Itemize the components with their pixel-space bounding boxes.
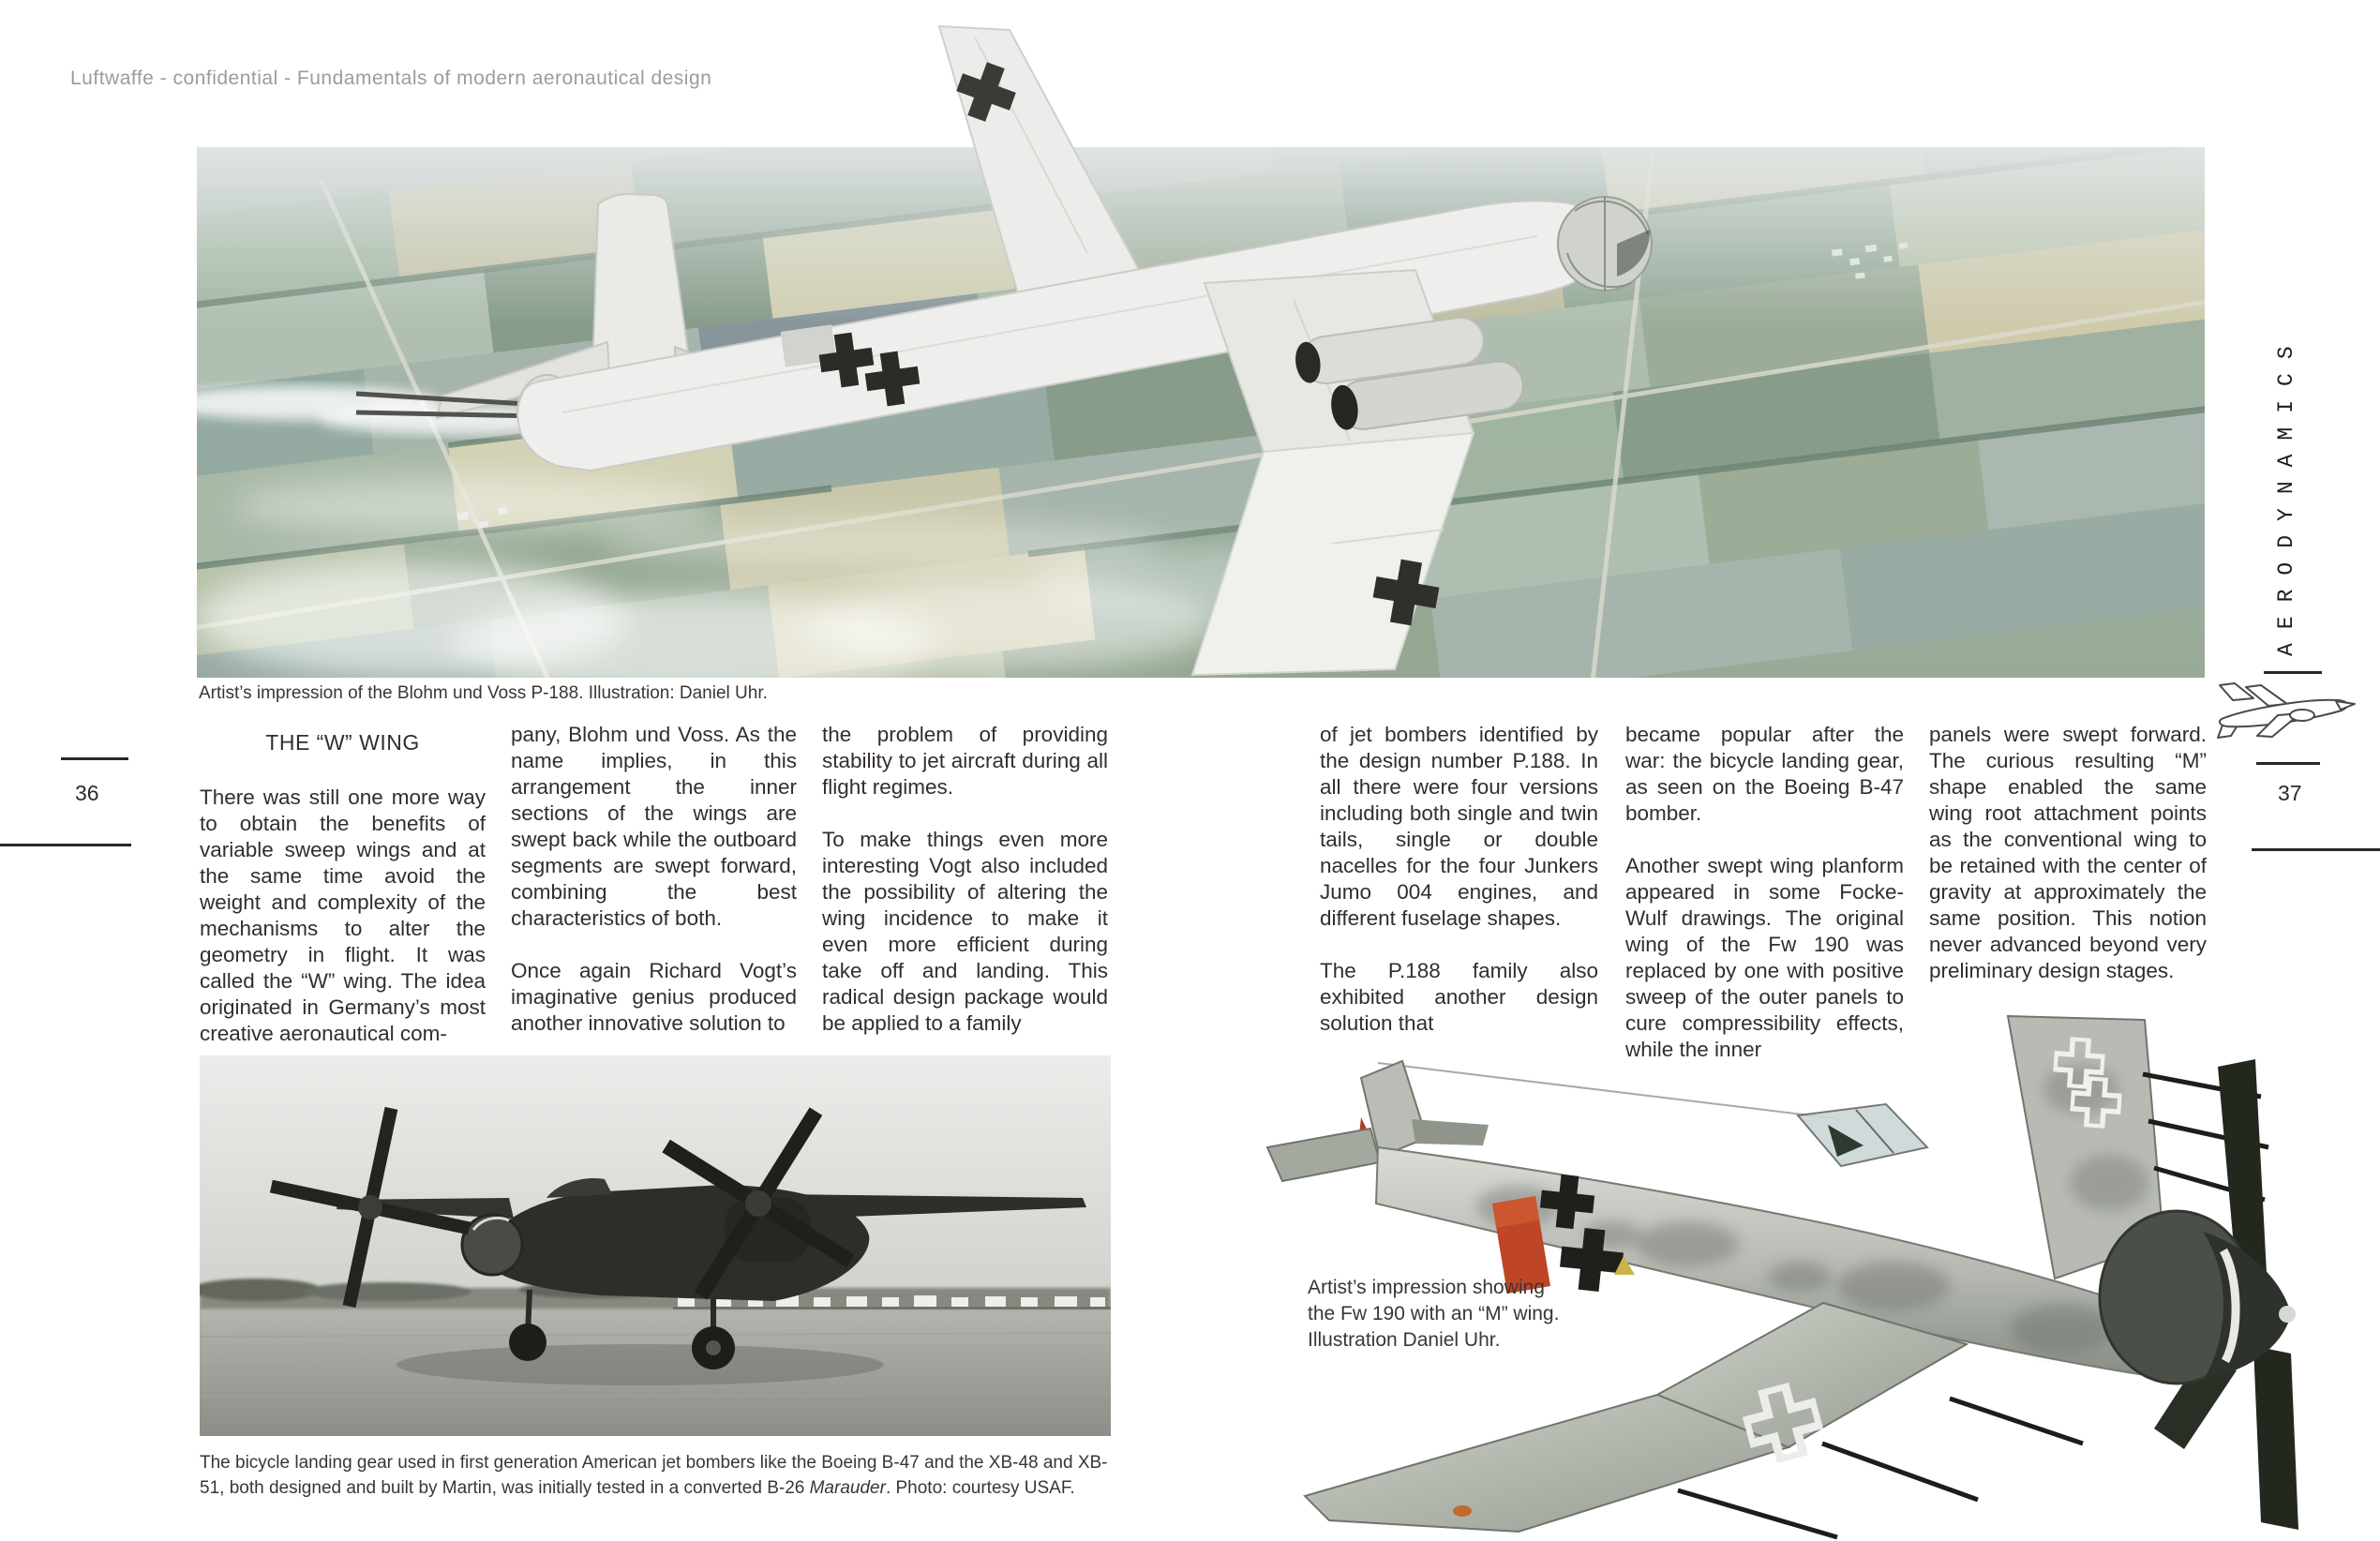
running-head: Luftwaffe - confidential - Fundamentals of modern aeronautical design — [70, 67, 712, 89]
fw190-caption-line3: Illustration Daniel Uhr. — [1308, 1329, 1501, 1351]
article-paragraph: the problem of providing stability to jet aircraft during all flight regimes. — [822, 723, 1108, 799]
article-paragraph: To make things even more interesting Vogt also included the possibility of altering the wing incidence to make it even more efficient during take off and landing. This radical design package would be applied to a family — [822, 828, 1108, 1035]
jet-plane-icon — [2216, 681, 2357, 743]
p188-glazed-nose — [1558, 197, 1652, 291]
article-paragraph: became popular after the war: the bicycle landing gear, as seen on the Boeing B-47 bomber. — [1625, 723, 1904, 825]
hero-caption: Artist’s impression of the Blohm und Voss P-188. Illustration: Daniel Uhr. — [199, 683, 768, 703]
article-paragraph: panels were swept forward. The curious resulting “M” shape enabled the same wing root attachment points as the conventional wing to be retained with the center of gravity at approximately the same position. This notion never advanced beyond very preliminary design stages. — [1929, 723, 2207, 982]
chapter-label-vertical: AERODYNAMICS — [2274, 332, 2298, 656]
fw190-caption-line1: Artist’s impression showing — [1308, 1277, 1545, 1298]
fw190-caption-line2: the Fw 190 with an “M” wing. — [1308, 1303, 1560, 1324]
caption-italic: Marauder — [809, 1478, 886, 1498]
article-paragraph: There was still one more way to obtain the benefits of variable sweep wings and at the same time avoid the weight and complexity of the mechanisms to alter the geometry in flight. It was called the “W” wing. The idea originated in Germany’s most creative aeronautical com- — [200, 785, 486, 1045]
article-paragraph: pany, Blohm und Voss. As the name implies, in this arrangement the inner sections of the wings are swept back while the outboard segments are swept forward, combining the best characteristics of both. — [511, 723, 797, 930]
b26-photo — [200, 1055, 1111, 1436]
page-number-left: 36 — [75, 781, 99, 805]
caption-text: The bicycle landing gear used in first generation American jet bombers like the Boeing B-47 and the XB-48 and XB-51, both designed and built by Martin, was initially tested in a converted B-26 — [200, 1453, 1108, 1498]
article-heading: THE “W” WING — [265, 730, 420, 755]
page-number-right: 37 — [2278, 781, 2302, 805]
fw190-illustration — [1237, 1005, 2311, 1541]
page37-rule-bottom — [2252, 848, 2380, 851]
page36-rule-top — [61, 757, 128, 760]
b26-photo-caption — [200, 1450, 1123, 1501]
fw190-caption — [1308, 1275, 1598, 1354]
caption-text-end: . Photo: courtesy USAF. — [885, 1478, 1075, 1498]
article-paragraph: The P.188 family also exhibited another design solution that — [1320, 959, 1598, 1035]
hero-illustration-p188 — [169, 19, 2212, 680]
article-column-6 — [1929, 722, 2207, 1010]
page36-rule-bottom — [0, 844, 131, 846]
page37-rule-2 — [2256, 762, 2320, 765]
article-column-2 — [511, 722, 797, 1063]
article-column-1 — [200, 722, 486, 1073]
article-paragraph: Once again Richard Vogt’s imaginative genius produced another innovative solution to — [511, 959, 797, 1035]
fw190-canopy — [1798, 1104, 1927, 1166]
article-paragraph: Another swept wing planform appeared in some Focke-Wulf drawings. The original wing of the Fw 190 was replaced by one with positive sweep of the outer panels to cure compressibility effects, while the inner — [1625, 854, 1904, 1061]
article-paragraph: of jet bombers identified by the design number P.188. In all there were four versions including both single and twin tails, single or double nacelles for the four Junkers Jumo 004 engines, and different fuselage shapes. — [1320, 723, 1598, 930]
page37-rule-1 — [2264, 671, 2322, 674]
article-column-3 — [822, 722, 1108, 1063]
